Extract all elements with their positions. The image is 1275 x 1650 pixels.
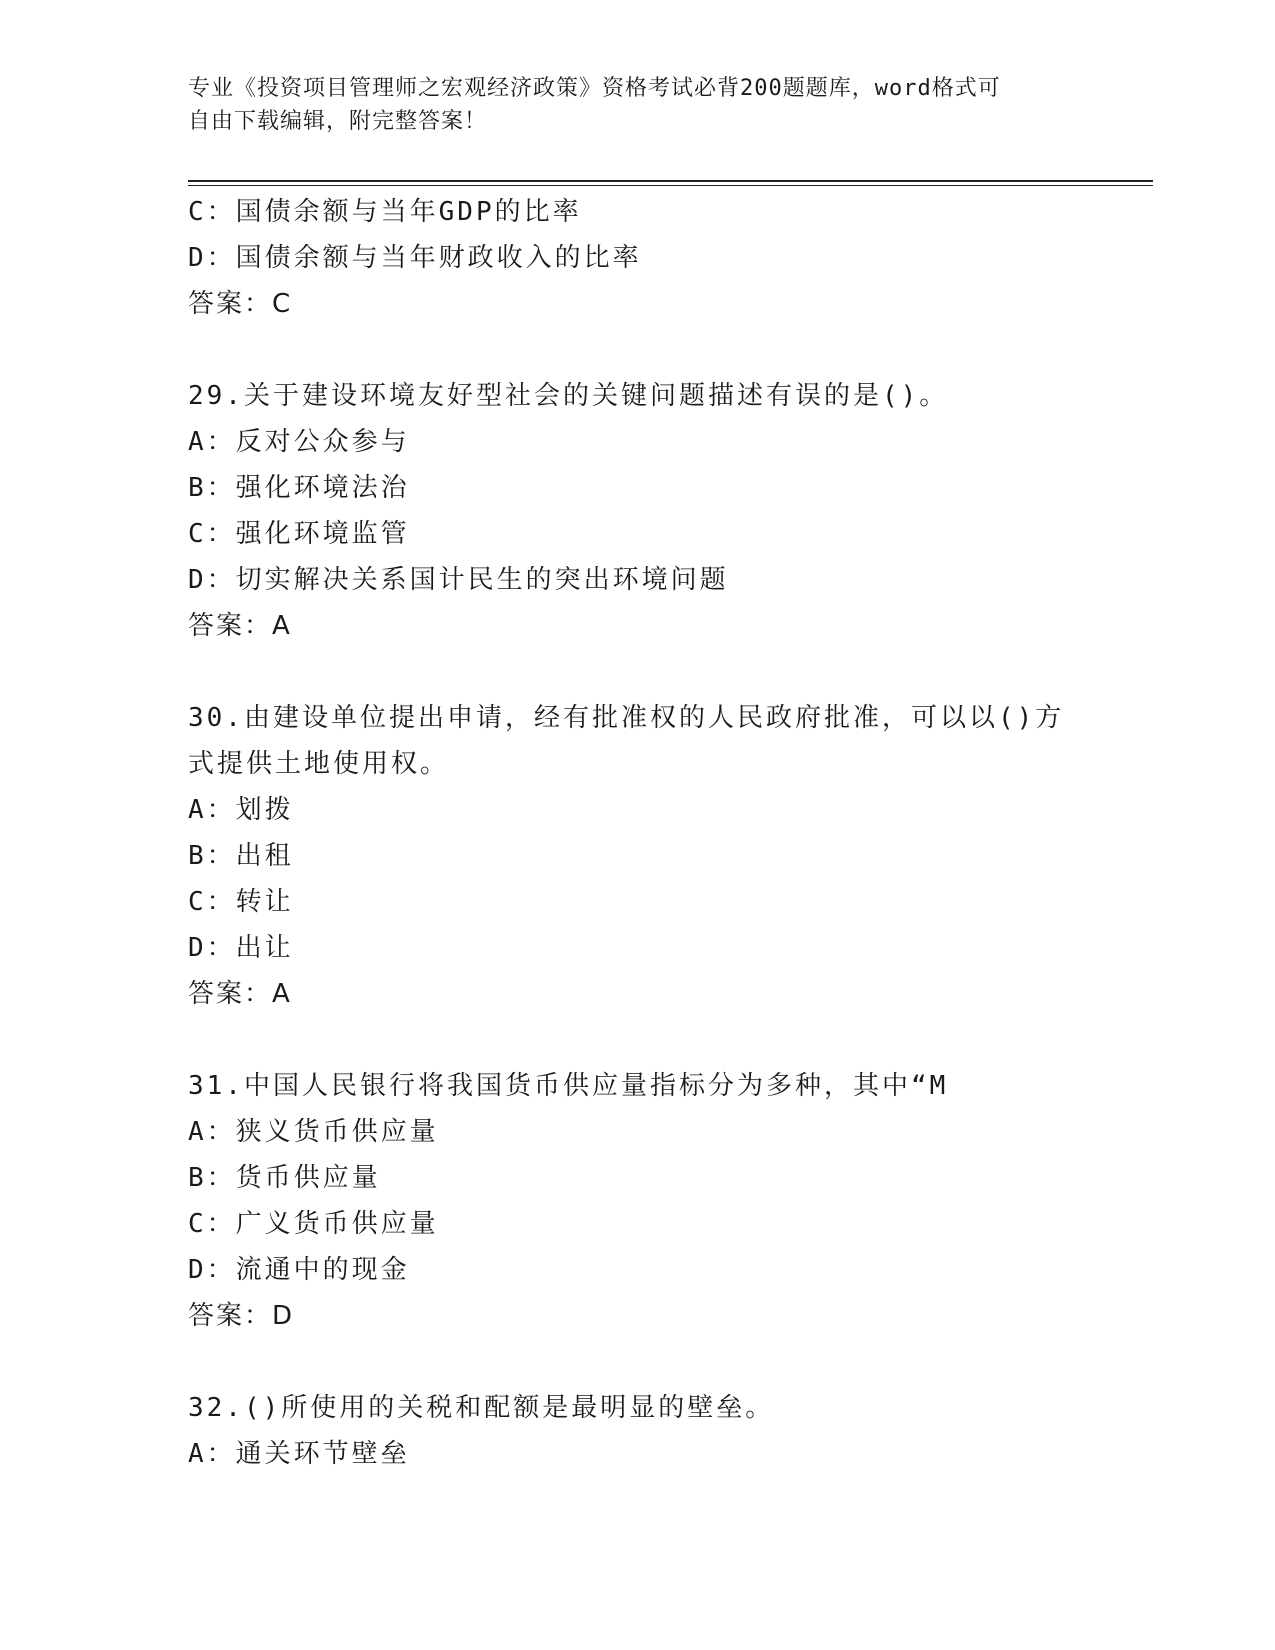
- question-text: 32.()所使用的关税和配额是最明显的壁垒。: [188, 1393, 775, 1423]
- option-c: C：转让: [188, 887, 294, 917]
- question-text: 29.关于建设环境友好型社会的关键问题描述有误的是()。: [188, 381, 949, 411]
- answer-line: 答案：D: [188, 1301, 295, 1331]
- answer-line: 答案：A: [188, 611, 292, 641]
- question-block-30: [188, 695, 1088, 1017]
- option-c: C：广义货币供应量: [188, 1209, 439, 1239]
- document-header: [188, 72, 1088, 138]
- header-line-1: 专业《投资项目管理师之宏观经济政策》资格考试必背200题题库，word格式可: [188, 76, 1001, 101]
- header-divider: [188, 180, 1153, 182]
- question-list: [188, 189, 1088, 1477]
- option-d: D：切实解决关系国计民生的突出环境问题: [188, 565, 729, 595]
- option-c: C：强化环境监管: [188, 519, 410, 549]
- spacer: [188, 327, 1088, 373]
- spacer: [188, 1017, 1088, 1063]
- option-a: A：反对公众参与: [188, 427, 410, 457]
- option-a: A：狭义货币供应量: [188, 1117, 439, 1147]
- spacer: [188, 1339, 1088, 1385]
- question-block-29: [188, 373, 1088, 649]
- option-b: B：强化环境法治: [188, 473, 410, 503]
- header-divider-thin: [188, 185, 1153, 186]
- option-d: D：流通中的现金: [188, 1255, 410, 1285]
- option-d: D：国债余额与当年财政收入的比率: [188, 243, 642, 273]
- option-d: D：出让: [188, 933, 294, 963]
- answer-line: 答案：A: [188, 979, 292, 1009]
- option-a: A：通关环节壁垒: [188, 1439, 410, 1469]
- option-b: B：出租: [188, 841, 294, 871]
- header-line-2: 自由下载编辑，附完整答案！: [188, 109, 488, 134]
- option-b: B：货币供应量: [188, 1163, 381, 1193]
- option-c: C：国债余额与当年GDP的比率: [188, 197, 582, 227]
- question-block-continued: [188, 189, 1088, 327]
- answer-line: 答案：C: [188, 289, 293, 319]
- spacer: [188, 649, 1088, 695]
- question-block-32: [188, 1385, 1088, 1477]
- question-text: 30.由建设单位提出申请，经有批准权的人民政府批准，可以以()方式提供土地使用权。: [188, 703, 1065, 779]
- question-block-31: [188, 1063, 1088, 1339]
- question-text: 31.中国人民银行将我国货币供应量指标分为多种，其中“M: [188, 1071, 949, 1101]
- option-a: A：划拨: [188, 795, 294, 825]
